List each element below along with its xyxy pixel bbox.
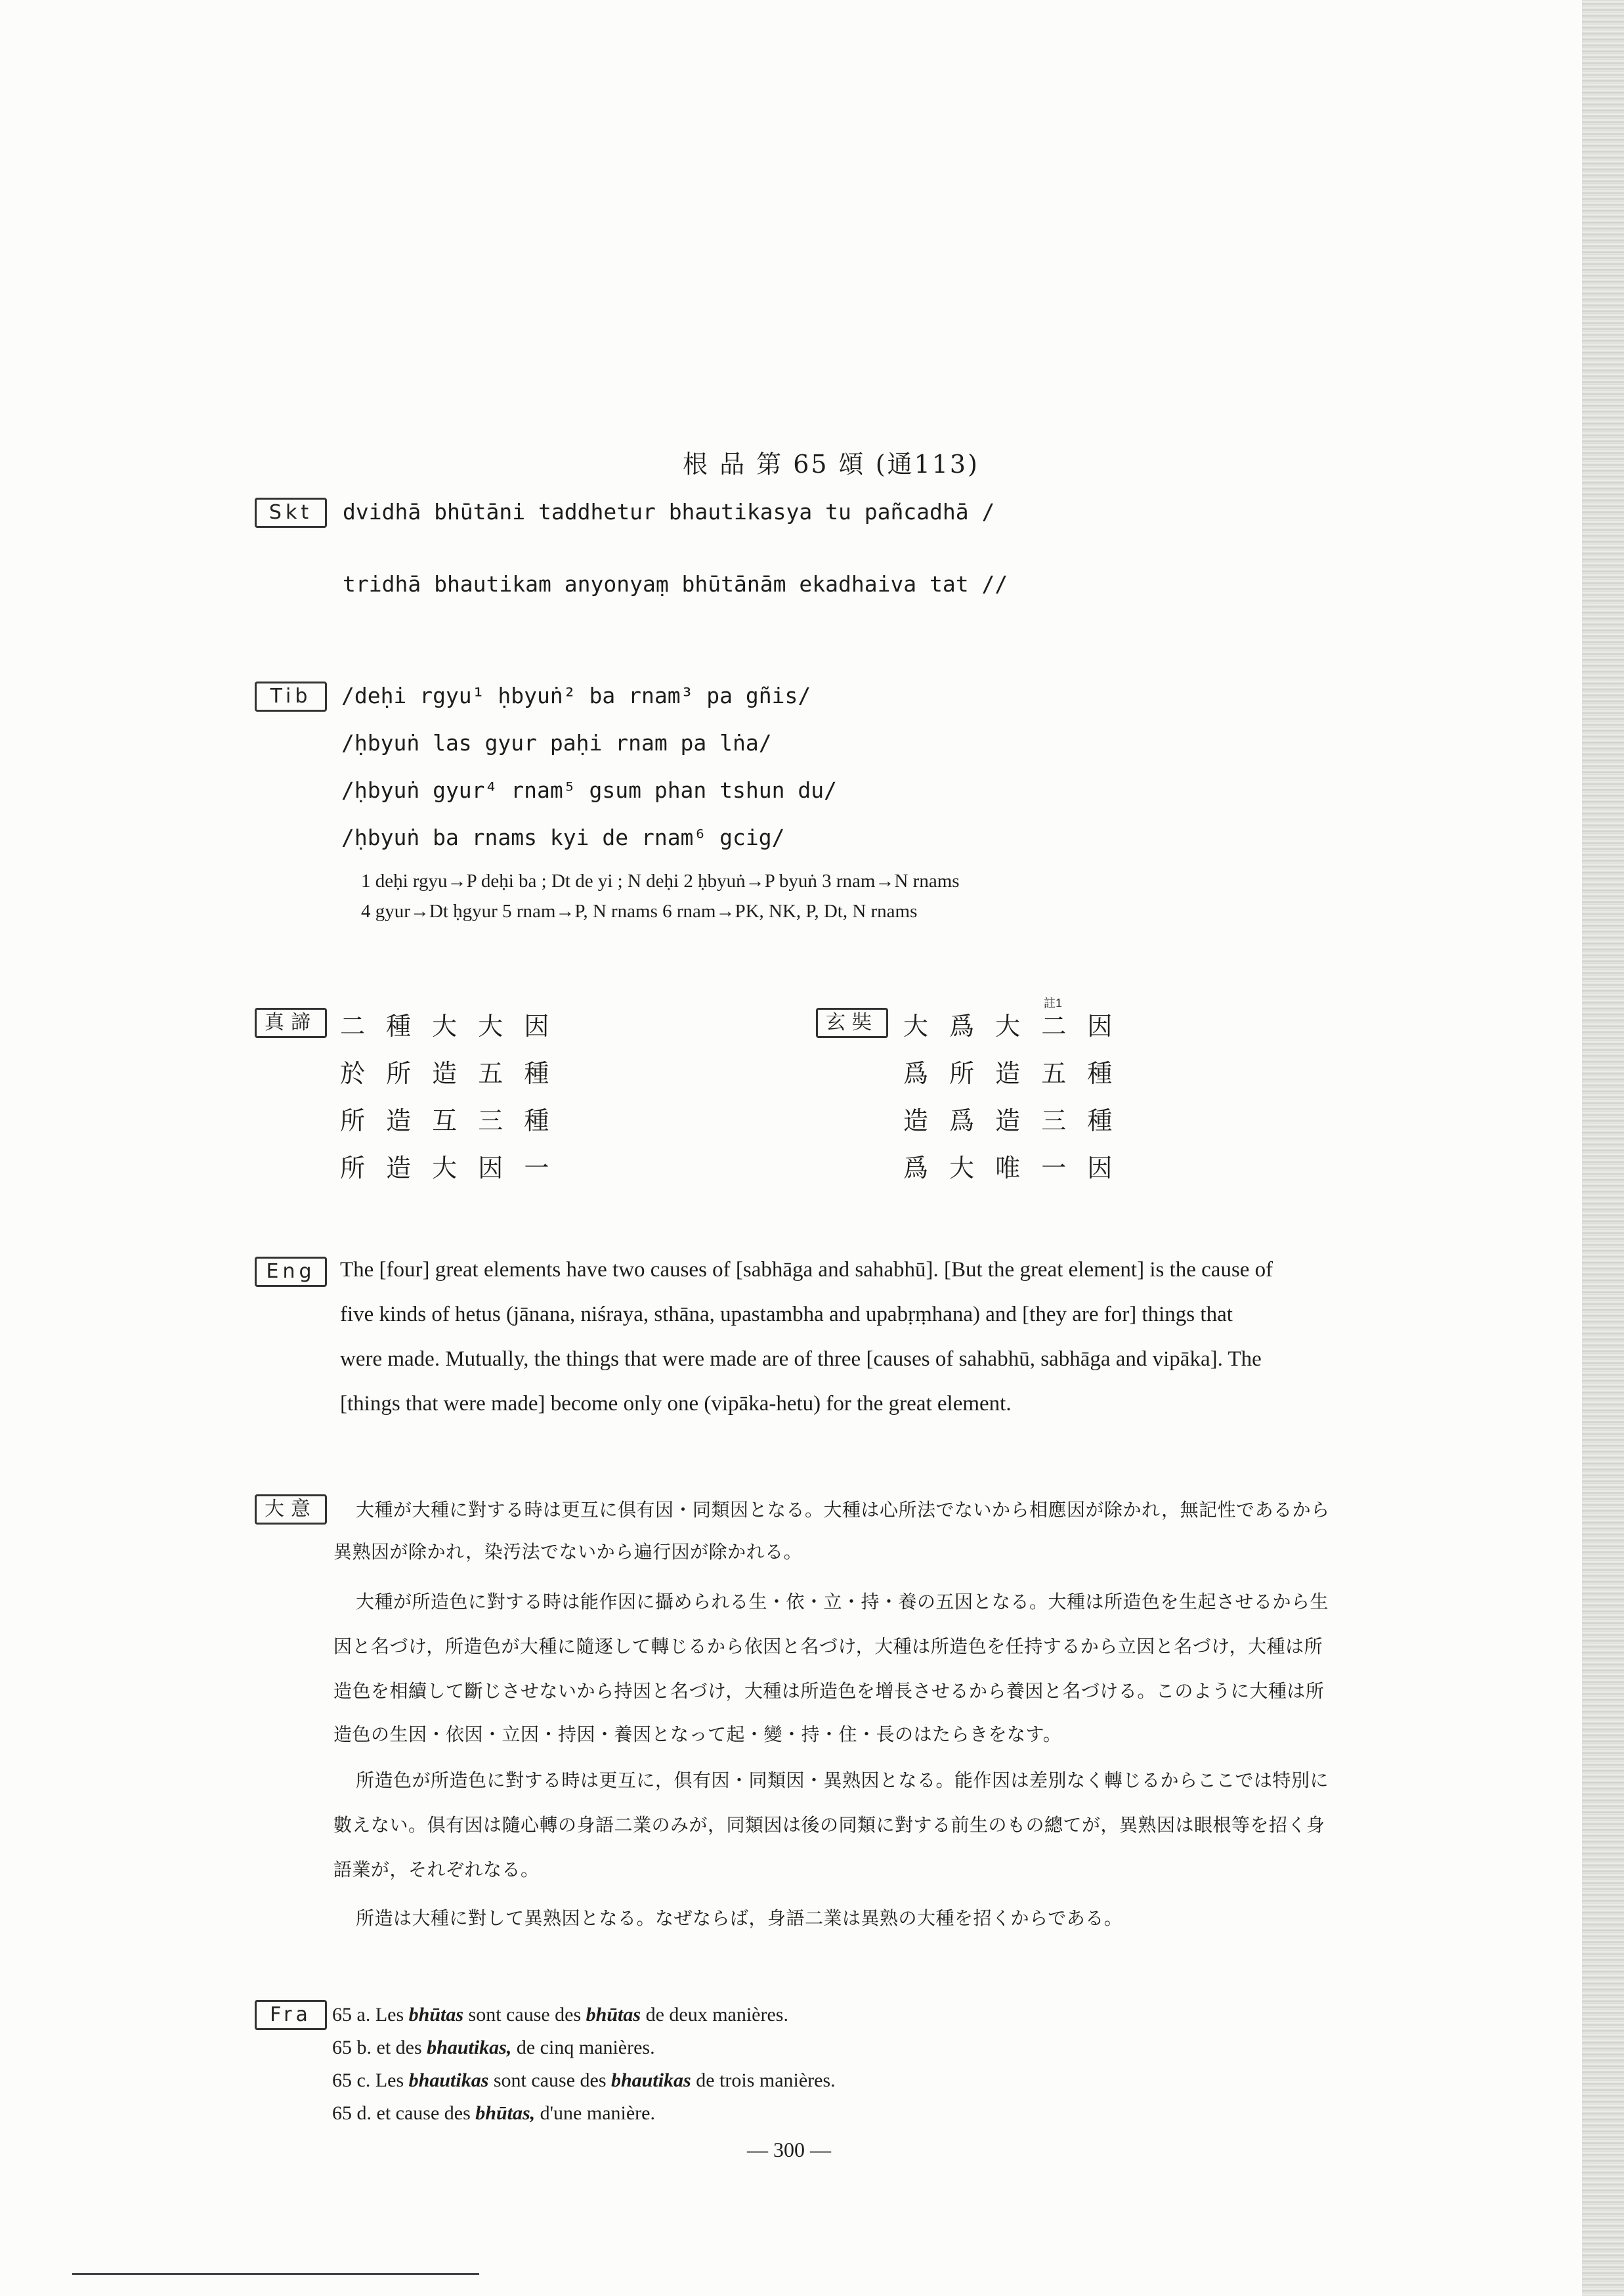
xuanzang-line-4: 爲 大 唯 一 因 bbox=[903, 1154, 1119, 1182]
fra-text: et des bbox=[376, 2037, 427, 2058]
fra-text: Les bbox=[375, 2004, 409, 2025]
taii-line-3: 大種が所造色に對する時は能作因に攝められる生・依・立・持・養の五因となる。大種は所造色を生起させるから生 bbox=[356, 1591, 1329, 1613]
skt-label: Skt bbox=[255, 498, 327, 528]
taii-line-5: 造色を相續して斷じさせないから持因と名づけ，大種は所造色を增長させるから養因と名づける。このように大種は所 bbox=[333, 1680, 1325, 1702]
eng-line-4: [things that were made] become only one (vipāka-hetu) for the great element. bbox=[340, 1392, 1012, 1416]
xuanzang-label: 玄奘 bbox=[816, 1008, 888, 1038]
fra-line-c bbox=[332, 2069, 836, 2092]
paramartha-line-3: 所 造 互 三 種 bbox=[340, 1106, 556, 1135]
eng-line-2: five kinds of hetus (jānana, niśraya, sthāna, upastambha and upabṛṃhana) and [they are for] things that bbox=[340, 1303, 1233, 1326]
xuanzang-line-1: 大 爲 大 二 因 bbox=[903, 1012, 1119, 1041]
skt-line-1: dvidhā bhūtāni taddhetur bhautikasya tu pañcadhā / bbox=[343, 499, 995, 525]
taii-label: 大意 bbox=[255, 1494, 327, 1525]
taii-line-7: 所造色が所造色に對する時は更互に，倶有因・同類因・異熟因となる。能作因は差別なく轉じるからここでは特別に bbox=[356, 1769, 1329, 1791]
tib-note-1: 1 deḥi rgyu→P deḥi ba ; Dt de yi ; N deḥi 2 ḥbyuṅ→P byuṅ 3 rnam→N rnams bbox=[361, 871, 960, 892]
taii-line-1: 大種が大種に對する時は更互に倶有因・同類因となる。大種は心所法でないから相應因が除かれ，無記性であるから bbox=[356, 1499, 1330, 1521]
tib-line-2: /ḥbyuṅ las gyur paḥi rnam pa lṅa/ bbox=[341, 730, 772, 756]
page-number: — 300 — bbox=[747, 2138, 831, 2161]
eng-label: Eng bbox=[255, 1257, 327, 1287]
paramartha-line-4: 所 造 大 因 一 bbox=[340, 1154, 556, 1182]
xuanzang-note-mark: 註1 bbox=[1044, 997, 1063, 1010]
paramartha-label: 真諦 bbox=[255, 1008, 327, 1038]
eng-line-1: The [four] great elements have two causes of [sabhāga and sahabhū]. [But the great element] is the cause of bbox=[340, 1258, 1273, 1282]
taii-line-9: 語業が，それぞれなる。 bbox=[333, 1859, 540, 1880]
xuanzang-line-2: 爲 所 造 五 種 bbox=[903, 1059, 1119, 1088]
fra-num: 65 d. bbox=[332, 2102, 372, 2124]
fra-term: bhūtas, bbox=[475, 2102, 536, 2124]
fra-label: Fra bbox=[255, 2000, 327, 2030]
fra-text: de deux manières. bbox=[641, 2004, 788, 2025]
xuanzang-line-3: 造 爲 造 三 種 bbox=[903, 1106, 1119, 1135]
paramartha-line-2: 於 所 造 五 種 bbox=[340, 1059, 556, 1088]
fra-num: 65 b. bbox=[332, 2037, 372, 2058]
skt-line-2: tridhā bhautikam anyonyaṃ bhūtānām ekadhaiva tat // bbox=[343, 571, 1008, 597]
fra-text: d'une manière. bbox=[535, 2102, 655, 2124]
fra-line-d bbox=[332, 2102, 655, 2125]
tib-line-1: /deḥi rgyu¹ ḥbyuṅ² ba rnam³ pa gñis/ bbox=[341, 683, 811, 708]
paramartha-line-1: 二 種 大 大 因 bbox=[340, 1012, 556, 1041]
tib-line-3: /ḥbyuṅ gyur⁴ rnam⁵ gsum phan tshun du/ bbox=[341, 777, 837, 803]
taii-line-10: 所造は大種に對して異熟因となる。なぜならば，身語二業は異熟の大種を招くからである。 bbox=[356, 1907, 1123, 1929]
bottom-rule bbox=[72, 2273, 479, 2275]
fra-text: sont cause des bbox=[463, 2004, 586, 2025]
scan-edge bbox=[1582, 0, 1624, 2296]
fra-term: bhautikas bbox=[611, 2069, 691, 2091]
taii-line-4: 因と名づけ，所造色が大種に隨逐して轉じるから依因と名づけ，大種は所造色を任持するから立因と名づけ，大種は所 bbox=[333, 1635, 1323, 1657]
fra-line-a bbox=[332, 2004, 788, 2026]
taii-line-2: 異熟因が除かれ，染汚法でないから遍行因が除かれる。 bbox=[333, 1541, 803, 1563]
fra-num: 65 c. bbox=[332, 2069, 371, 2091]
fra-text: de trois manières. bbox=[691, 2069, 836, 2091]
fra-term: bhautikas bbox=[408, 2069, 489, 2091]
fra-text: sont cause des bbox=[488, 2069, 611, 2091]
fra-term: bhautikas, bbox=[427, 2037, 512, 2058]
tib-note-2: 4 gyur→Dt ḥgyur 5 rnam→P, N rnams 6 rnam→PK, NK, P, Dt, N rnams bbox=[361, 901, 918, 922]
taii-line-6: 造色の生因・依因・立因・持因・養因となって起・變・持・住・長のはたらきをなす。 bbox=[333, 1723, 1062, 1745]
fra-line-b bbox=[332, 2037, 655, 2059]
tib-line-4: /ḥbyuṅ ba rnams kyi de rnam⁶ gcig/ bbox=[341, 825, 785, 850]
fra-text: et cause des bbox=[376, 2102, 476, 2124]
fra-num: 65 a. bbox=[332, 2004, 371, 2025]
taii-line-8: 數えない。倶有因は隨心轉の身語二業のみが，同類因は後の同類に對する前生のもの總てが，異熟因は眼根等を招く身 bbox=[333, 1814, 1325, 1836]
page-heading: 根 品 第 65 頌 (通113) bbox=[683, 450, 979, 479]
tib-label: Tib bbox=[255, 682, 327, 712]
eng-line-3: were made. Mutually, the things that were made are of three [causes of sahabhū, sabhāga and vipāka]. The bbox=[340, 1347, 1262, 1371]
fra-term: bhūtas bbox=[586, 2004, 641, 2025]
fra-text: Les bbox=[375, 2069, 409, 2091]
fra-text: de cinq manières. bbox=[511, 2037, 655, 2058]
fra-term: bhūtas bbox=[408, 2004, 464, 2025]
